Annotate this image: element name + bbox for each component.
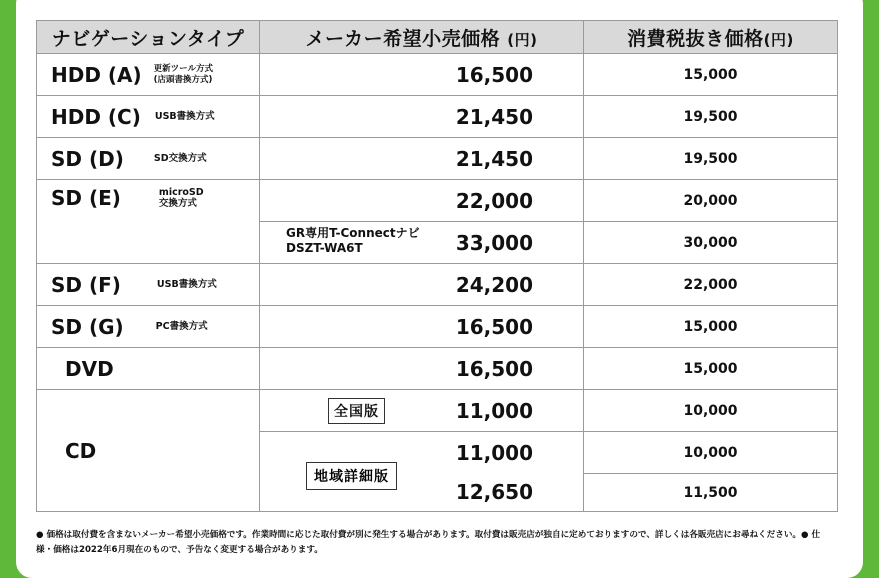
- retail-price: 16,500: [260, 54, 584, 96]
- retail-price: 24,200: [260, 264, 584, 306]
- model-cell: [37, 264, 260, 306]
- model-name: SD (G): [51, 314, 124, 339]
- header-retail: メーカー希望小売価格 (円): [260, 21, 584, 54]
- tax-excluded-price: 19,500: [584, 96, 838, 138]
- retail-cell: [260, 222, 584, 264]
- tax-excluded-price: 10,000: [584, 432, 838, 474]
- model-cell: [37, 138, 260, 180]
- tax-excluded-price: 22,000: [584, 264, 838, 306]
- tax-excluded-price: 11,500: [584, 474, 838, 512]
- header-tax-excluded: 消費税抜き価格(円): [584, 21, 838, 54]
- table-row: [37, 264, 838, 306]
- tax-excluded-price: 30,000: [584, 222, 838, 264]
- tax-excluded-price: 15,000: [584, 306, 838, 348]
- retail-cell: [260, 390, 584, 432]
- retail-price: 33,000: [455, 230, 533, 255]
- nationwide-edition-badge: 全国版: [328, 398, 385, 424]
- retail-price: 22,000: [260, 180, 584, 222]
- table-row: [37, 390, 838, 432]
- model-name: HDD (C): [51, 104, 141, 129]
- tax-excluded-price: 10,000: [584, 390, 838, 432]
- regional-detail-edition-badge: 地域詳細版: [306, 462, 397, 490]
- model-note: USB書換方式: [154, 111, 215, 122]
- retail-price: 21,450: [260, 96, 584, 138]
- table-row: [37, 180, 838, 222]
- model-note: USB書換方式: [156, 279, 217, 290]
- tax-excluded-price: 19,500: [584, 138, 838, 180]
- table-row: [37, 348, 838, 390]
- model-name: SD (F): [51, 272, 121, 297]
- retail-price: 16,500: [260, 306, 584, 348]
- retail-price: 12,650: [455, 480, 533, 505]
- model-note: PC書換方式: [155, 321, 208, 332]
- model-note: 更新ツール方式 (店頭書換方式): [153, 63, 214, 85]
- gr-model-note: GR専用T-Connectナビ DSZT-WA6T: [286, 226, 420, 255]
- model-name: CD: [65, 438, 97, 463]
- tax-excluded-price: 15,000: [584, 54, 838, 96]
- model-name: SD (D): [51, 146, 124, 171]
- retail-price: 11,000: [455, 440, 533, 465]
- table-row: [37, 138, 838, 180]
- retail-price: 16,500: [260, 348, 584, 390]
- table-row: [37, 54, 838, 96]
- table-row: [37, 306, 838, 348]
- header-row: [37, 21, 838, 54]
- model-cell: [37, 306, 260, 348]
- model-cell: [37, 348, 260, 390]
- model-cell: [37, 390, 260, 512]
- model-name: HDD (A): [51, 62, 142, 87]
- model-name: DVD: [65, 356, 114, 381]
- price-table: [36, 20, 838, 512]
- model-cell: [37, 96, 260, 138]
- footnote: ● 価格は取付費を含まないメーカー希望小売価格です。作業時間に応じた取付費が別に発生する場合があります。取付費は販売店が独自に定めておりますので、詳しくは各販売店にお尋ねください。● 仕様・価格は2022年6月現在のもので、予告なく変更する場合があります。: [36, 530, 821, 555]
- header-nav-type: ナビゲーションタイプ: [37, 21, 260, 54]
- retail-price: 11,000: [455, 398, 533, 423]
- model-note: SD交換方式: [153, 153, 207, 164]
- tax-excluded-price: 15,000: [584, 348, 838, 390]
- model-cell: [37, 180, 260, 264]
- model-cell: [37, 54, 260, 96]
- retail-price: 21,450: [260, 138, 584, 180]
- model-name: SD (E): [51, 185, 121, 210]
- model-note: microSD 交換方式: [158, 186, 204, 209]
- table-row: [37, 96, 838, 138]
- tax-excluded-price: 20,000: [584, 180, 838, 222]
